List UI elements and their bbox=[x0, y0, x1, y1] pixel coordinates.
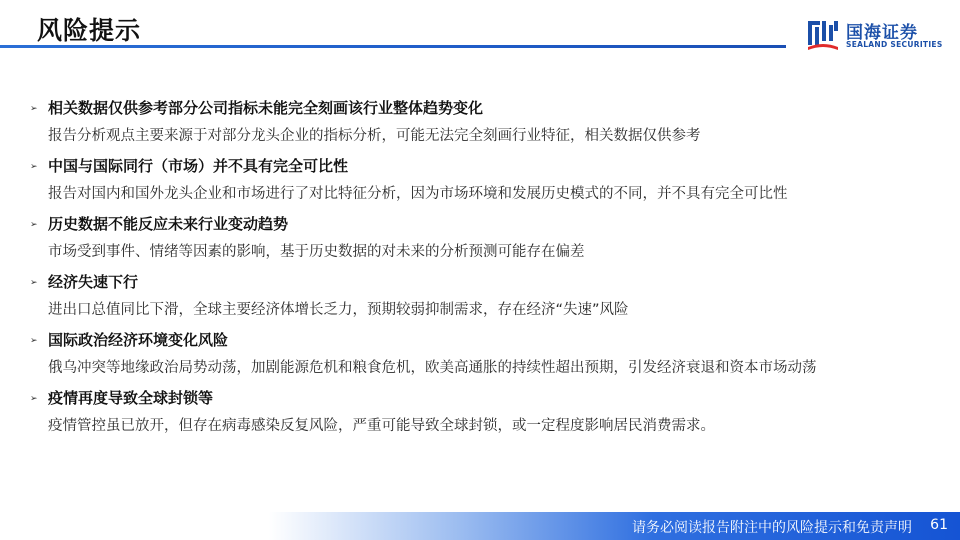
risk-heading: 疫情再度导致全球封锁等 bbox=[48, 389, 214, 407]
bullet-arrow-icon: ➢ bbox=[30, 277, 38, 288]
logo-company-name: 国海证券 bbox=[846, 23, 918, 43]
risk-description: 报告分析观点主要来源于对部分龙头企业的指标分析，可能无法完全刻画行业特征，相关数据仅供参考 bbox=[48, 128, 701, 144]
risk-description: 疫情管控虽已放开，但存在病毒感染反复风险，严重可能导致全球封锁，或一定程度影响居民消费需求。 bbox=[48, 418, 715, 434]
risk-description: 进出口总值同比下滑，全球主要经济体增长乏力，预期较弱抑制需求，存在经济“失速”风险 bbox=[48, 302, 629, 318]
page-title: 风险提示 bbox=[37, 16, 142, 45]
list-item bbox=[30, 93, 930, 151]
bullet-arrow-icon: ➢ bbox=[30, 219, 38, 230]
list-item bbox=[30, 325, 930, 383]
list-item bbox=[30, 267, 930, 325]
header-divider bbox=[0, 45, 786, 48]
footer-disclaimer: 请务必阅读报告附注中的风险提示和免责声明 bbox=[632, 520, 912, 536]
company-logo bbox=[806, 15, 946, 55]
risk-heading: 经济失速下行 bbox=[48, 273, 139, 291]
risk-heading: 国际政治经济环境变化风险 bbox=[48, 331, 229, 349]
footer-bar bbox=[0, 512, 960, 540]
bullet-arrow-icon: ➢ bbox=[30, 393, 38, 404]
risk-list bbox=[30, 93, 930, 441]
risk-heading: 中国与国际同行（市场）并不具有完全可比性 bbox=[48, 157, 349, 175]
risk-heading: 历史数据不能反应未来行业变动趋势 bbox=[48, 215, 289, 233]
bullet-arrow-icon: ➢ bbox=[30, 103, 38, 114]
risk-description: 市场受到事件、情绪等因素的影响，基于历史数据的对未来的分析预测可能存在偏差 bbox=[48, 244, 585, 260]
list-item bbox=[30, 151, 930, 209]
sealand-logo-icon bbox=[806, 17, 840, 51]
risk-heading: 相关数据仅供参考部分公司指标未能完全刻画该行业整体趋势变化 bbox=[48, 99, 484, 117]
risk-description: 俄乌冲突等地缘政治局势动荡，加剧能源危机和粮食危机，欧美高通胀的持续性超出预期，引发经济衰退和资本市场动荡 bbox=[48, 360, 817, 376]
bullet-arrow-icon: ➢ bbox=[30, 161, 38, 172]
bullet-arrow-icon: ➢ bbox=[30, 335, 38, 346]
logo-english-name: SEALAND SECURITIES bbox=[846, 40, 943, 49]
list-item bbox=[30, 209, 930, 267]
risk-description: 报告对国内和国外龙头企业和市场进行了对比特征分析，因为市场环境和发展历史模式的不同，并不具有完全可比性 bbox=[48, 186, 788, 202]
list-item bbox=[30, 383, 930, 441]
page-number: 61 bbox=[930, 517, 948, 533]
